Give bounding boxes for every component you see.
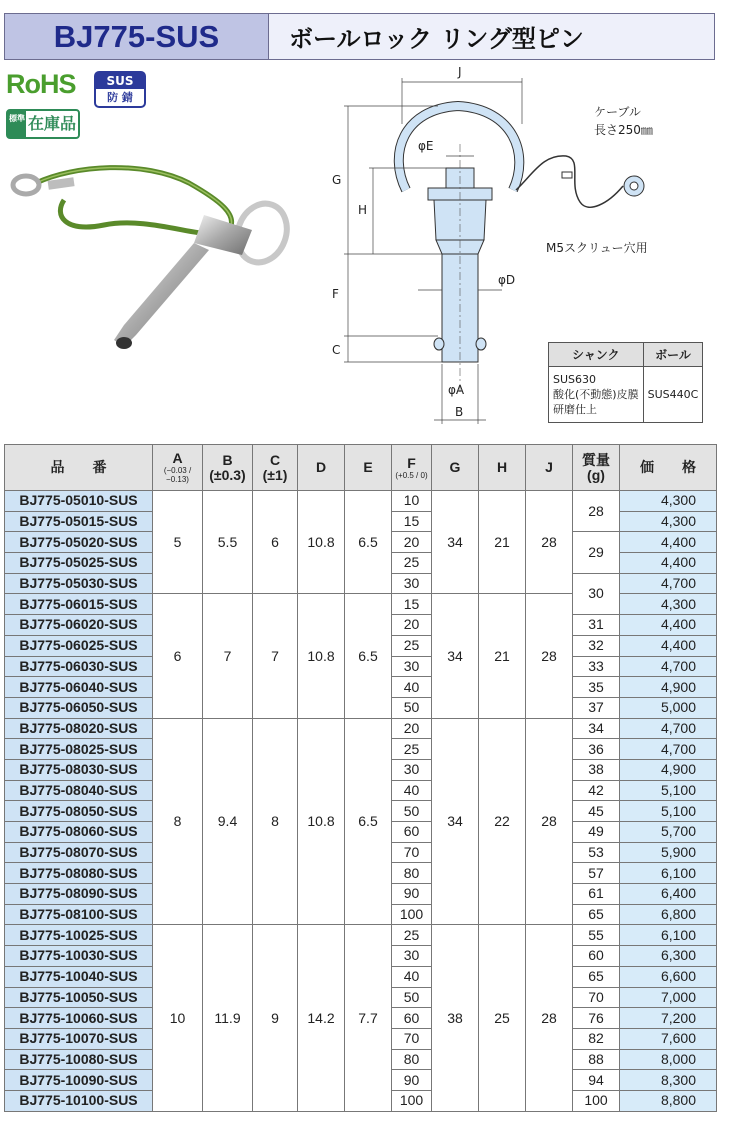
- mass-cell: 100: [573, 1090, 620, 1111]
- dim-f-cell: 20: [392, 718, 432, 739]
- dim-f-cell: 60: [392, 1008, 432, 1029]
- materials-header-ball: ボール: [643, 343, 703, 367]
- materials-header-shank: シャンク: [549, 343, 644, 367]
- price-cell: 8,000: [620, 1049, 717, 1070]
- dim-c: C: [332, 343, 341, 357]
- mass-cell: 28: [573, 491, 620, 532]
- header-c: C (±1): [253, 445, 298, 491]
- dim-j: J: [458, 65, 462, 79]
- dim-f-cell: 25: [392, 635, 432, 656]
- dim-f-cell: 90: [392, 884, 432, 905]
- dim-h: H: [358, 203, 368, 217]
- dim-f-cell: 20: [392, 615, 432, 636]
- part-number-cell: BJ775-05030-SUS: [5, 573, 153, 594]
- header-price: 価 格: [620, 445, 717, 491]
- header-f: F (+0.5 / 0): [392, 445, 432, 491]
- header-h: H: [479, 445, 526, 491]
- dim-e-cell: 7.7: [345, 925, 392, 1111]
- part-number-cell: BJ775-10090-SUS: [5, 1070, 153, 1091]
- price-cell: 4,300: [620, 491, 717, 512]
- dim-f-cell: 20: [392, 532, 432, 553]
- dim-f-cell: 30: [392, 573, 432, 594]
- part-number-cell: BJ775-10100-SUS: [5, 1090, 153, 1111]
- stock-badge-main: 在庫品: [27, 114, 76, 133]
- stock-badge: [6, 109, 80, 139]
- price-cell: 6,400: [620, 884, 717, 905]
- product-code: BJ775-SUS: [5, 14, 269, 59]
- part-number-cell: BJ775-06040-SUS: [5, 677, 153, 698]
- mass-cell: 30: [573, 573, 620, 614]
- dim-c-cell: 7: [253, 594, 298, 718]
- dim-b: B: [455, 405, 464, 419]
- dim-b-cell: 7: [203, 594, 253, 718]
- price-cell: 4,900: [620, 759, 717, 780]
- mass-cell: 49: [573, 822, 620, 843]
- dim-f-cell: 70: [392, 842, 432, 863]
- price-cell: 4,300: [620, 511, 717, 532]
- part-number-cell: BJ775-08030-SUS: [5, 759, 153, 780]
- price-cell: 7,000: [620, 987, 717, 1008]
- price-cell: 8,300: [620, 1070, 717, 1091]
- price-cell: 6,100: [620, 925, 717, 946]
- mass-cell: 36: [573, 739, 620, 760]
- table-row: [5, 925, 717, 946]
- dim-h-cell: 25: [479, 925, 526, 1111]
- mass-cell: 55: [573, 925, 620, 946]
- part-number-cell: BJ775-10050-SUS: [5, 987, 153, 1008]
- header-d: D: [298, 445, 345, 491]
- dim-e: φE: [418, 139, 434, 153]
- price-cell: 6,100: [620, 863, 717, 884]
- price-cell: 8,800: [620, 1090, 717, 1111]
- part-number-cell: BJ775-08040-SUS: [5, 780, 153, 801]
- dim-a-cell: 8: [153, 718, 203, 925]
- part-number-cell: BJ775-08090-SUS: [5, 884, 153, 905]
- price-cell: 7,200: [620, 1008, 717, 1029]
- price-cell: 5,000: [620, 697, 717, 718]
- price-cell: 4,700: [620, 739, 717, 760]
- cable-length: 長さ250㎜: [594, 123, 653, 137]
- dim-b-cell: 11.9: [203, 925, 253, 1111]
- part-number-cell: BJ775-06020-SUS: [5, 615, 153, 636]
- mass-cell: 88: [573, 1049, 620, 1070]
- dim-f-cell: 50: [392, 987, 432, 1008]
- header-g: G: [432, 445, 479, 491]
- part-number-cell: BJ775-08060-SUS: [5, 822, 153, 843]
- price-cell: 6,300: [620, 946, 717, 967]
- mass-cell: 31: [573, 615, 620, 636]
- header-b: B (±0.3): [203, 445, 253, 491]
- mass-cell: 35: [573, 677, 620, 698]
- dim-f-cell: 50: [392, 697, 432, 718]
- price-cell: 6,600: [620, 966, 717, 987]
- rohs-badge: RoHS: [6, 69, 76, 99]
- cable-label: ケーブル: [594, 105, 641, 119]
- dim-j-cell: 28: [526, 491, 573, 594]
- materials-ball: SUS440C: [643, 367, 703, 423]
- dim-f-cell: 30: [392, 759, 432, 780]
- dim-f: F: [332, 287, 339, 301]
- dim-e-cell: 6.5: [345, 491, 392, 594]
- price-cell: 4,400: [620, 635, 717, 656]
- table-row: [5, 718, 717, 739]
- part-number-cell: BJ775-10025-SUS: [5, 925, 153, 946]
- part-number-cell: BJ775-08080-SUS: [5, 863, 153, 884]
- part-number-cell: BJ775-05025-SUS: [5, 553, 153, 574]
- mass-cell: 82: [573, 1028, 620, 1049]
- mass-cell: 61: [573, 884, 620, 905]
- dim-f-cell: 25: [392, 553, 432, 574]
- part-number-cell: BJ775-10070-SUS: [5, 1028, 153, 1049]
- screw-label: M5スクリュー穴用: [546, 241, 648, 255]
- price-cell: 5,900: [620, 842, 717, 863]
- part-number-cell: BJ775-05010-SUS: [5, 491, 153, 512]
- header-part: 品 番: [5, 445, 153, 491]
- dim-f-cell: 90: [392, 1070, 432, 1091]
- part-number-cell: BJ775-06050-SUS: [5, 697, 153, 718]
- dim-f-cell: 50: [392, 801, 432, 822]
- header-a: A (−0.03 / −0.13): [153, 445, 203, 491]
- price-cell: 5,100: [620, 780, 717, 801]
- dim-f-cell: 15: [392, 511, 432, 532]
- dim-f-cell: 70: [392, 1028, 432, 1049]
- dim-a-cell: 5: [153, 491, 203, 594]
- part-number-cell: BJ775-10030-SUS: [5, 946, 153, 967]
- price-cell: 4,400: [620, 553, 717, 574]
- dim-a-cell: 6: [153, 594, 203, 718]
- price-cell: 4,900: [620, 677, 717, 698]
- dim-d-cell: 10.8: [298, 594, 345, 718]
- part-number-cell: BJ775-08100-SUS: [5, 904, 153, 925]
- header-j: J: [526, 445, 573, 491]
- dim-f-cell: 100: [392, 1090, 432, 1111]
- table-row: [5, 491, 717, 512]
- header-mass: 質量 (g): [573, 445, 620, 491]
- dim-g-cell: 34: [432, 491, 479, 594]
- dim-e-cell: 6.5: [345, 718, 392, 925]
- dim-b-cell: 5.5: [203, 491, 253, 594]
- mass-cell: 45: [573, 801, 620, 822]
- sus-badge: [94, 71, 146, 108]
- part-number-cell: BJ775-05020-SUS: [5, 532, 153, 553]
- dim-d-cell: 10.8: [298, 491, 345, 594]
- price-cell: 4,700: [620, 656, 717, 677]
- dim-c-cell: 6: [253, 491, 298, 594]
- spec-table: [4, 444, 717, 1112]
- part-number-cell: BJ775-10040-SUS: [5, 966, 153, 987]
- dim-c-cell: 8: [253, 718, 298, 925]
- price-cell: 5,100: [620, 801, 717, 822]
- dim-f-cell: 40: [392, 966, 432, 987]
- part-number-cell: BJ775-08025-SUS: [5, 739, 153, 760]
- price-cell: 6,800: [620, 904, 717, 925]
- part-number-cell: BJ775-08020-SUS: [5, 718, 153, 739]
- mass-cell: 42: [573, 780, 620, 801]
- mass-cell: 38: [573, 759, 620, 780]
- dim-c-cell: 9: [253, 925, 298, 1111]
- mass-cell: 70: [573, 987, 620, 1008]
- mass-cell: 34: [573, 718, 620, 739]
- dim-j-cell: 28: [526, 925, 573, 1111]
- dim-h-cell: 21: [479, 491, 526, 594]
- dim-g: G: [332, 173, 342, 187]
- price-cell: 4,300: [620, 594, 717, 615]
- spec-table-body: [5, 491, 717, 1112]
- part-number-cell: BJ775-06015-SUS: [5, 594, 153, 615]
- dim-g-cell: 38: [432, 925, 479, 1111]
- mass-cell: 94: [573, 1070, 620, 1091]
- price-cell: 5,700: [620, 822, 717, 843]
- page-header: [4, 13, 715, 60]
- sus-badge-top: SUS: [96, 73, 144, 89]
- mass-cell: 65: [573, 966, 620, 987]
- product-photo: [4, 155, 304, 360]
- dim-d-cell: 14.2: [298, 925, 345, 1111]
- mass-cell: 65: [573, 904, 620, 925]
- price-cell: 4,700: [620, 718, 717, 739]
- part-number-cell: BJ775-06025-SUS: [5, 635, 153, 656]
- header-e: E: [345, 445, 392, 491]
- mass-cell: 32: [573, 635, 620, 656]
- part-number-cell: BJ775-10060-SUS: [5, 1008, 153, 1029]
- part-number-cell: BJ775-08050-SUS: [5, 801, 153, 822]
- dim-d: φD: [498, 273, 516, 287]
- dim-g-cell: 34: [432, 718, 479, 925]
- price-cell: 7,600: [620, 1028, 717, 1049]
- price-cell: 4,400: [620, 532, 717, 553]
- dim-j-cell: 28: [526, 594, 573, 718]
- dim-f-cell: 30: [392, 656, 432, 677]
- dim-f-cell: 80: [392, 1049, 432, 1070]
- dim-f-cell: 60: [392, 822, 432, 843]
- mass-cell: 53: [573, 842, 620, 863]
- part-number-cell: BJ775-10080-SUS: [5, 1049, 153, 1070]
- dim-f-cell: 25: [392, 739, 432, 760]
- dim-f-cell: 30: [392, 946, 432, 967]
- mass-cell: 57: [573, 863, 620, 884]
- dim-b-cell: 9.4: [203, 718, 253, 925]
- dim-f-cell: 15: [392, 594, 432, 615]
- materials-shank: SUS630 酸化(不動態)皮膜 研磨仕上: [549, 367, 644, 423]
- product-name: ボールロック リング型ピン: [269, 14, 714, 59]
- stock-badge-small: 標準: [8, 111, 26, 137]
- dim-h-cell: 22: [479, 718, 526, 925]
- dim-f-cell: 100: [392, 904, 432, 925]
- price-cell: 4,400: [620, 615, 717, 636]
- dim-f-cell: 80: [392, 863, 432, 884]
- dim-a: φA: [448, 383, 465, 397]
- part-number-cell: BJ775-06030-SUS: [5, 656, 153, 677]
- mass-cell: 76: [573, 1008, 620, 1029]
- dim-f-cell: 40: [392, 677, 432, 698]
- dim-j-cell: 28: [526, 718, 573, 925]
- dim-f-cell: 10: [392, 491, 432, 512]
- mass-cell: 33: [573, 656, 620, 677]
- dim-g-cell: 34: [432, 594, 479, 718]
- mass-cell: 37: [573, 697, 620, 718]
- dim-f-cell: 40: [392, 780, 432, 801]
- dim-f-cell: 25: [392, 925, 432, 946]
- part-number-cell: BJ775-05015-SUS: [5, 511, 153, 532]
- mass-cell: 60: [573, 946, 620, 967]
- part-number-cell: BJ775-08070-SUS: [5, 842, 153, 863]
- dim-d-cell: 10.8: [298, 718, 345, 925]
- dim-e-cell: 6.5: [345, 594, 392, 718]
- mass-cell: 29: [573, 532, 620, 573]
- price-cell: 4,700: [620, 573, 717, 594]
- sus-badge-bottom: 防 錆: [107, 91, 133, 104]
- materials-table: [548, 342, 703, 423]
- dim-h-cell: 21: [479, 594, 526, 718]
- dim-a-cell: 10: [153, 925, 203, 1111]
